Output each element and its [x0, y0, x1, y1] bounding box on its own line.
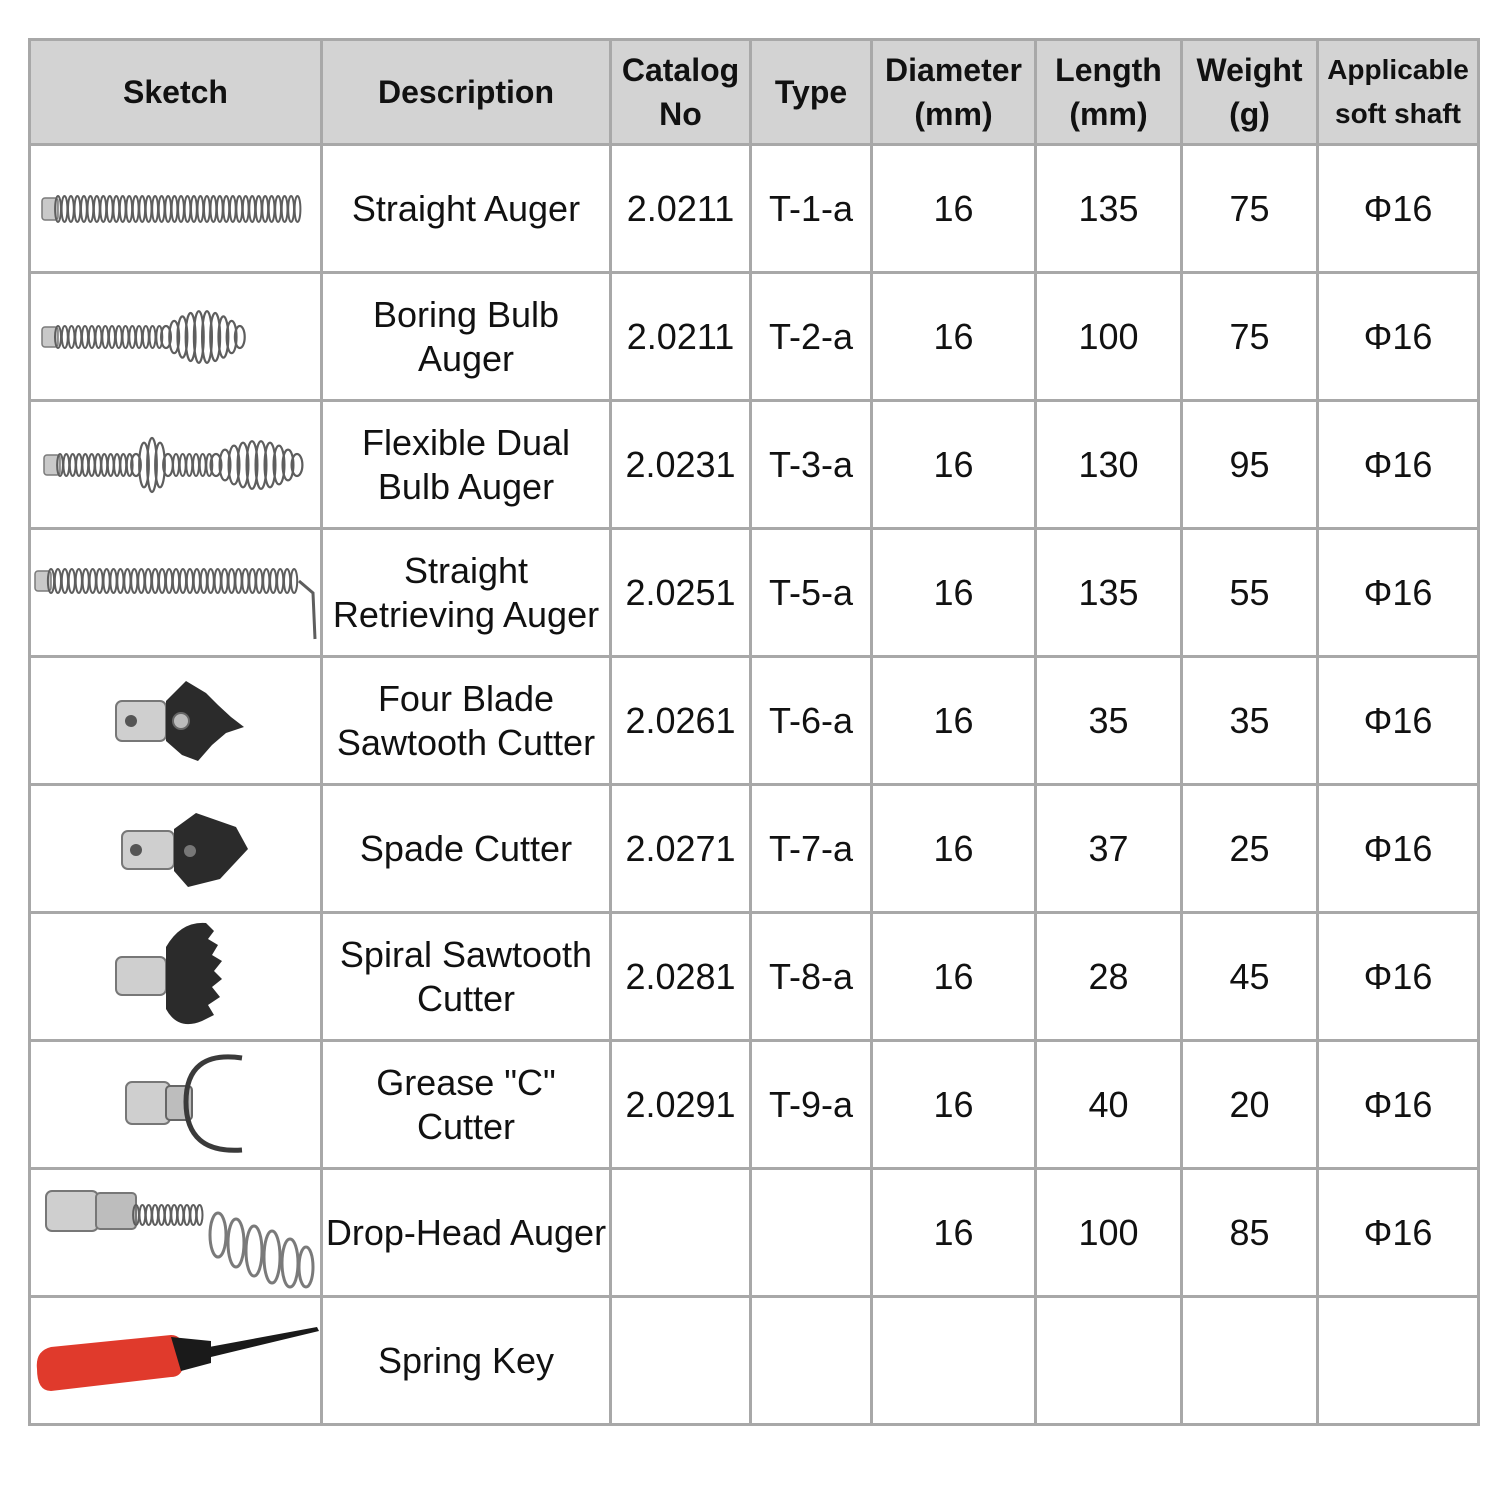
type-cell: T-7-a	[751, 785, 872, 913]
type-cell: T-1-a	[751, 145, 872, 273]
straight-auger-icon	[31, 169, 320, 249]
diameter-cell: 16	[872, 785, 1036, 913]
table-row	[30, 785, 1479, 913]
weight-cell: 25	[1182, 785, 1318, 913]
sketch-cell	[30, 145, 322, 273]
weight-cell: 45	[1182, 913, 1318, 1041]
sketch-cell	[30, 529, 322, 657]
catalog-no-cell: 2.0231	[611, 401, 751, 529]
weight-cell: 85	[1182, 1169, 1318, 1297]
table-row	[30, 1169, 1479, 1297]
sketch-cell	[30, 913, 322, 1041]
type-cell: T-2-a	[751, 273, 872, 401]
diameter-cell: 16	[872, 145, 1036, 273]
length-cell: 100	[1036, 1169, 1182, 1297]
header-catalog-line1: Catalog	[621, 52, 740, 88]
description-cell	[322, 1169, 611, 1297]
sketch-cell	[30, 1041, 322, 1169]
weight-cell: 75	[1182, 273, 1318, 401]
table-row	[30, 401, 1479, 529]
applicable-shaft-cell: Φ16	[1318, 785, 1479, 913]
description-line2: Cutter	[416, 1105, 516, 1147]
description-line1: Spiral Sawtooth	[339, 933, 593, 975]
diameter-cell: 16	[872, 1169, 1036, 1297]
description-cell	[322, 1041, 611, 1169]
description-cell	[322, 145, 611, 273]
flexible-dual-bulb-auger-icon	[31, 425, 320, 505]
description-line1: Straight Auger	[351, 187, 581, 229]
spade-cutter-icon	[31, 799, 320, 899]
catalog-no-cell: 2.0291	[611, 1041, 751, 1169]
type-cell	[751, 1297, 872, 1425]
header-shaft-line2: soft shaft	[1335, 98, 1461, 129]
table-row	[30, 529, 1479, 657]
diameter-cell: 16	[872, 273, 1036, 401]
description-line1: Straight	[403, 549, 529, 591]
description-line1: Boring Bulb	[372, 293, 560, 335]
header-diameter-line2: (mm)	[914, 96, 993, 132]
description-line1: Four Blade	[377, 677, 555, 719]
type-cell: T-5-a	[751, 529, 872, 657]
sketch-cell	[30, 1297, 322, 1425]
length-cell: 100	[1036, 273, 1182, 401]
header-description: Description	[322, 40, 611, 145]
applicable-shaft-cell: Φ16	[1318, 273, 1479, 401]
applicable-shaft-cell: Φ16	[1318, 401, 1479, 529]
length-cell: 130	[1036, 401, 1182, 529]
header-catalog-no	[611, 40, 751, 145]
header-weight-line2: (g)	[1229, 96, 1270, 132]
type-cell: T-8-a	[751, 913, 872, 1041]
diameter-cell: 16	[872, 401, 1036, 529]
catalog-no-cell: 2.0261	[611, 657, 751, 785]
header-length	[1036, 40, 1182, 145]
description-line1: Spade Cutter	[359, 827, 573, 869]
description-line2: Retrieving Auger	[332, 593, 600, 635]
straight-retrieving-auger-icon	[31, 543, 320, 643]
description-cell	[322, 529, 611, 657]
description-line1: Grease "C"	[376, 1061, 556, 1103]
catalog-no-cell	[611, 1297, 751, 1425]
length-cell: 28	[1036, 913, 1182, 1041]
header-length-line1: Length	[1055, 52, 1162, 88]
length-cell: 135	[1036, 529, 1182, 657]
header-sketch: Sketch	[30, 40, 322, 145]
description-cell	[322, 657, 611, 785]
description-line2: Auger	[417, 337, 515, 379]
applicable-shaft-cell: Φ16	[1318, 913, 1479, 1041]
header-type: Type	[751, 40, 872, 145]
catalog-no-cell: 2.0271	[611, 785, 751, 913]
sketch-cell	[30, 785, 322, 913]
boring-bulb-auger-icon	[31, 297, 320, 377]
description-line2: Cutter	[416, 977, 516, 1019]
type-cell: T-6-a	[751, 657, 872, 785]
table-row	[30, 657, 1479, 785]
catalog-no-cell	[611, 1169, 751, 1297]
description-line2: Bulb Auger	[377, 465, 555, 507]
catalog-no-cell: 2.0211	[611, 273, 751, 401]
weight-cell: 20	[1182, 1041, 1318, 1169]
spiral-sawtooth-cutter-icon	[31, 917, 320, 1037]
weight-cell: 55	[1182, 529, 1318, 657]
applicable-shaft-cell: Φ16	[1318, 529, 1479, 657]
header-weight	[1182, 40, 1318, 145]
sketch-cell	[30, 401, 322, 529]
description-cell	[322, 785, 611, 913]
header-diameter	[872, 40, 1036, 145]
description-line1: Drop-Head Auger	[325, 1211, 607, 1253]
diameter-cell	[872, 1297, 1036, 1425]
catalog-no-cell: 2.0251	[611, 529, 751, 657]
type-cell	[751, 1169, 872, 1297]
length-cell: 135	[1036, 145, 1182, 273]
description-line1: Spring Key	[377, 1339, 555, 1381]
description-line1: Flexible Dual	[361, 421, 571, 463]
table-row	[30, 145, 1479, 273]
length-cell: 40	[1036, 1041, 1182, 1169]
four-blade-sawtooth-cutter-icon	[31, 671, 320, 771]
header-catalog-line2: No	[659, 96, 702, 132]
grease-c-cutter-icon	[31, 1050, 320, 1160]
sketch-cell	[30, 1169, 322, 1297]
table-row	[30, 273, 1479, 401]
description-cell	[322, 913, 611, 1041]
header-diameter-line1: Diameter	[885, 52, 1022, 88]
diameter-cell: 16	[872, 913, 1036, 1041]
description-cell	[322, 1297, 611, 1425]
applicable-shaft-cell: Φ16	[1318, 1169, 1479, 1297]
diameter-cell: 16	[872, 1041, 1036, 1169]
catalog-no-cell: 2.0281	[611, 913, 751, 1041]
weight-cell: 35	[1182, 657, 1318, 785]
header-applicable-shaft	[1318, 40, 1479, 145]
type-cell: T-3-a	[751, 401, 872, 529]
drop-head-auger-icon	[31, 1173, 320, 1293]
weight-cell	[1182, 1297, 1318, 1425]
applicable-shaft-cell: Φ16	[1318, 657, 1479, 785]
weight-cell: 75	[1182, 145, 1318, 273]
applicable-shaft-cell: Φ16	[1318, 145, 1479, 273]
sketch-cell	[30, 657, 322, 785]
description-cell	[322, 273, 611, 401]
header-shaft-line1: Applicable	[1327, 54, 1469, 85]
description-line2: Sawtooth Cutter	[336, 721, 596, 763]
header-length-line2: (mm)	[1069, 96, 1148, 132]
length-cell: 35	[1036, 657, 1182, 785]
applicable-shaft-cell: Φ16	[1318, 1041, 1479, 1169]
applicable-shaft-cell	[1318, 1297, 1479, 1425]
type-cell: T-9-a	[751, 1041, 872, 1169]
spec-table	[28, 38, 1480, 1426]
spring-key-icon	[31, 1311, 320, 1411]
length-cell: 37	[1036, 785, 1182, 913]
diameter-cell: 16	[872, 657, 1036, 785]
header-row	[30, 40, 1479, 145]
table-row	[30, 913, 1479, 1041]
table-row	[30, 1041, 1479, 1169]
length-cell	[1036, 1297, 1182, 1425]
description-cell	[322, 401, 611, 529]
catalog-no-cell: 2.0211	[611, 145, 751, 273]
weight-cell: 95	[1182, 401, 1318, 529]
diameter-cell: 16	[872, 529, 1036, 657]
sketch-cell	[30, 273, 322, 401]
table-row	[30, 1297, 1479, 1425]
header-weight-line1: Weight	[1196, 52, 1303, 88]
